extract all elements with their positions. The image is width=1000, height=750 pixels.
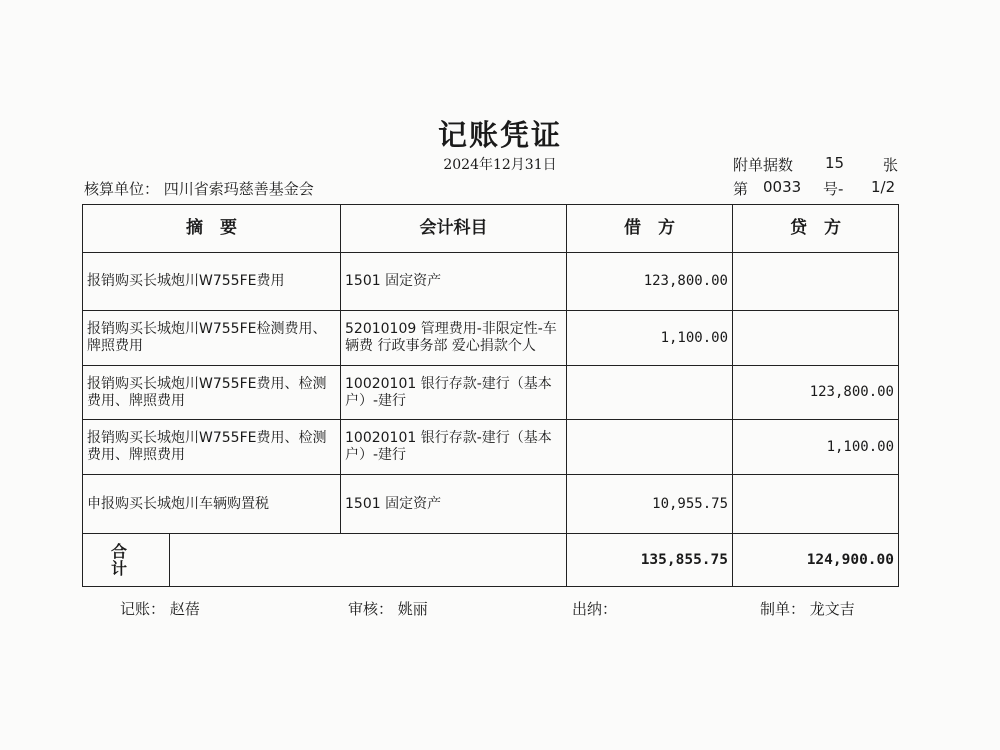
table-row xyxy=(83,475,899,534)
voucher-table xyxy=(82,204,899,587)
table-row xyxy=(83,311,899,366)
voucher-number-suffix: 号- xyxy=(823,180,844,198)
row-summary: 报销购买长城炮川W755FE费用、检测费用、牌照费用 xyxy=(83,366,341,420)
table-row xyxy=(83,366,899,420)
header-debit: 借 方 xyxy=(567,205,733,253)
header-summary: 摘 要 xyxy=(83,205,341,253)
header-account: 会计科目 xyxy=(341,205,567,253)
row-credit xyxy=(733,311,899,366)
row-debit: 1,100.00 xyxy=(567,311,733,366)
header-credit: 贷 方 xyxy=(733,205,899,253)
total-label: 合 计 xyxy=(83,534,170,587)
table-header-row xyxy=(83,205,899,253)
voucher-title: 记账凭证 xyxy=(437,118,562,152)
total-credit: 124,900.00 xyxy=(733,534,899,587)
reviewer-signature: 审核： 姚丽 xyxy=(348,600,428,618)
row-account: 1501 固定资产 xyxy=(341,475,567,534)
table-row xyxy=(83,253,899,311)
voucher-number-prefix: 第 xyxy=(733,180,749,198)
total-blank xyxy=(170,534,567,587)
row-summary: 申报购买长城炮川车辆购置税 xyxy=(83,475,341,534)
total-row xyxy=(83,534,899,587)
voucher-number-value: 0033 xyxy=(763,178,802,196)
row-summary: 报销购买长城炮川W755FE费用 xyxy=(83,253,341,311)
total-debit: 135,855.75 xyxy=(567,534,733,587)
row-account: 52010109 管理费用-非限定性-车辆费 行政事务部 爱心捐款个人 xyxy=(341,311,567,366)
table-row xyxy=(83,420,899,475)
row-account: 10020101 银行存款-建行（基本户）-建行 xyxy=(341,420,567,475)
row-debit xyxy=(567,420,733,475)
voucher-date: 2024年12月31日 xyxy=(443,157,557,173)
row-debit xyxy=(567,366,733,420)
attachment-label: 附单据数 xyxy=(733,156,794,174)
row-account: 10020101 银行存款-建行（基本户）-建行 xyxy=(341,366,567,420)
bookkeeper-signature: 记账： 赵蓓 xyxy=(120,600,200,618)
accounting-unit: 核算单位： 四川省索玛慈善基金会 xyxy=(84,180,314,198)
voucher-page: 1/2 xyxy=(871,178,896,196)
row-credit xyxy=(733,253,899,311)
attachment-number: 15 xyxy=(825,154,845,172)
row-credit xyxy=(733,475,899,534)
row-account: 1501 固定资产 xyxy=(341,253,567,311)
row-debit: 10,955.75 xyxy=(567,475,733,534)
row-summary: 报销购买长城炮川W755FE检测费用、牌照费用 xyxy=(83,311,341,366)
row-credit: 123,800.00 xyxy=(733,366,899,420)
row-debit: 123,800.00 xyxy=(567,253,733,311)
preparer-signature: 制单： 龙文吉 xyxy=(760,600,855,618)
attachment-unit: 张 xyxy=(883,156,899,174)
row-summary: 报销购买长城炮川W755FE费用、检测费用、牌照费用 xyxy=(83,420,341,475)
row-credit: 1,100.00 xyxy=(733,420,899,475)
cashier-signature: 出纳： xyxy=(572,600,618,618)
